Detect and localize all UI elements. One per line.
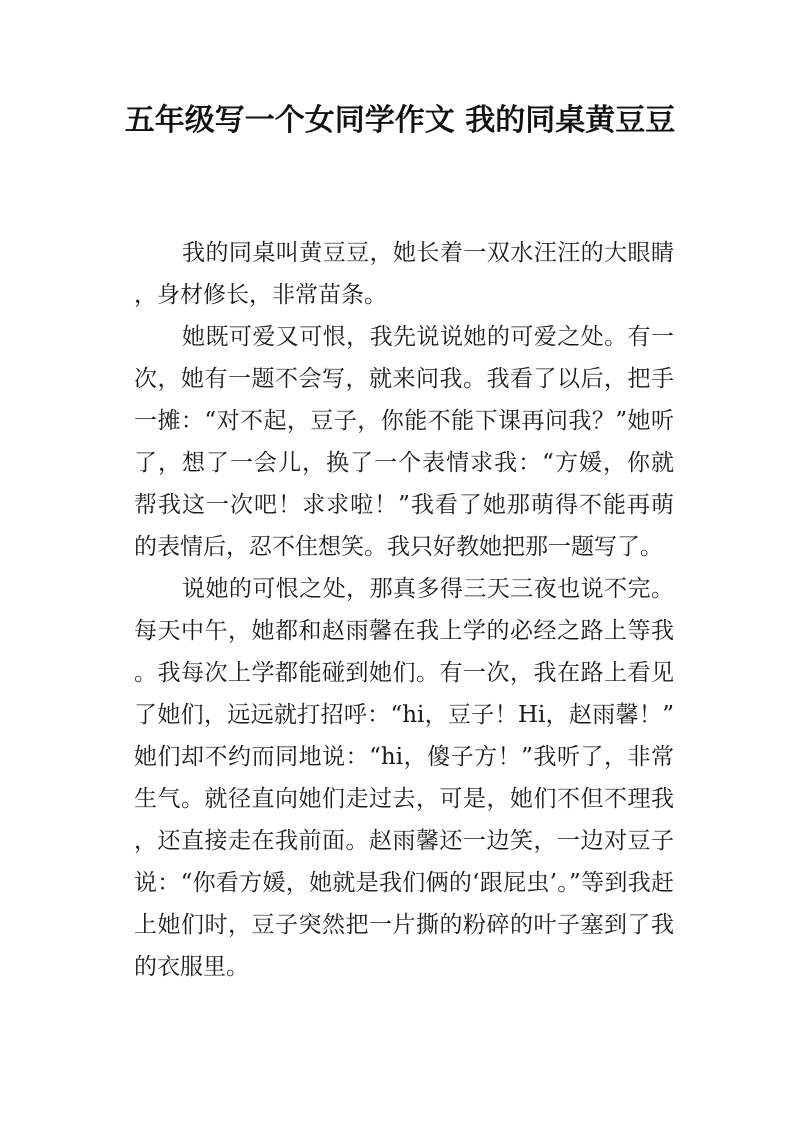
paragraph-3: 说她的可恨之处，那真多得三天三夜也说不完。每天中午，她都和赵雨馨在我上学的必经之路上等我。我每次上学都能碰到她们。有一次，我在路上看见了她们，远远就打招呼：“hi，豆子！Hi，赵雨馨！”她们却不约而同地说：“hi，傻子方！”我听了，非常生气。就径直向她们走过去，可是，她们不但不理我，还直接走在我前面。赵雨馨还一边笑，一边对豆子说：“你看方媛，她就是我们俩的‘跟屁虫’。”等到我赶上她们时，豆子突然把一片撕的粉碎的叶子塞到了我的衣服里。 xyxy=(134,576,674,980)
paragraph-2: 她既可爱又可恨，我先说说她的可爱之处。有一次，她有一题不会写，就来问我。我看了以后，把手一摊：“对不起，豆子，你能不能下课再问我？”她听了，想了一会儿，换了一个表情求我：“方媛，你就帮我这一次吧！求求啦！”我看了她那萌得不能再萌的表情后，忍不住想笑。我只好教她把那一题写了。 xyxy=(134,324,674,560)
document-body xyxy=(134,232,674,988)
paragraph-1: 我的同桌叫黄豆豆，她长着一双水汪汪的大眼睛，身材修长，非常苗条。 xyxy=(134,240,674,308)
document-title: 五年级写一个女同学作文 我的同桌黄豆豆 xyxy=(124,103,676,138)
